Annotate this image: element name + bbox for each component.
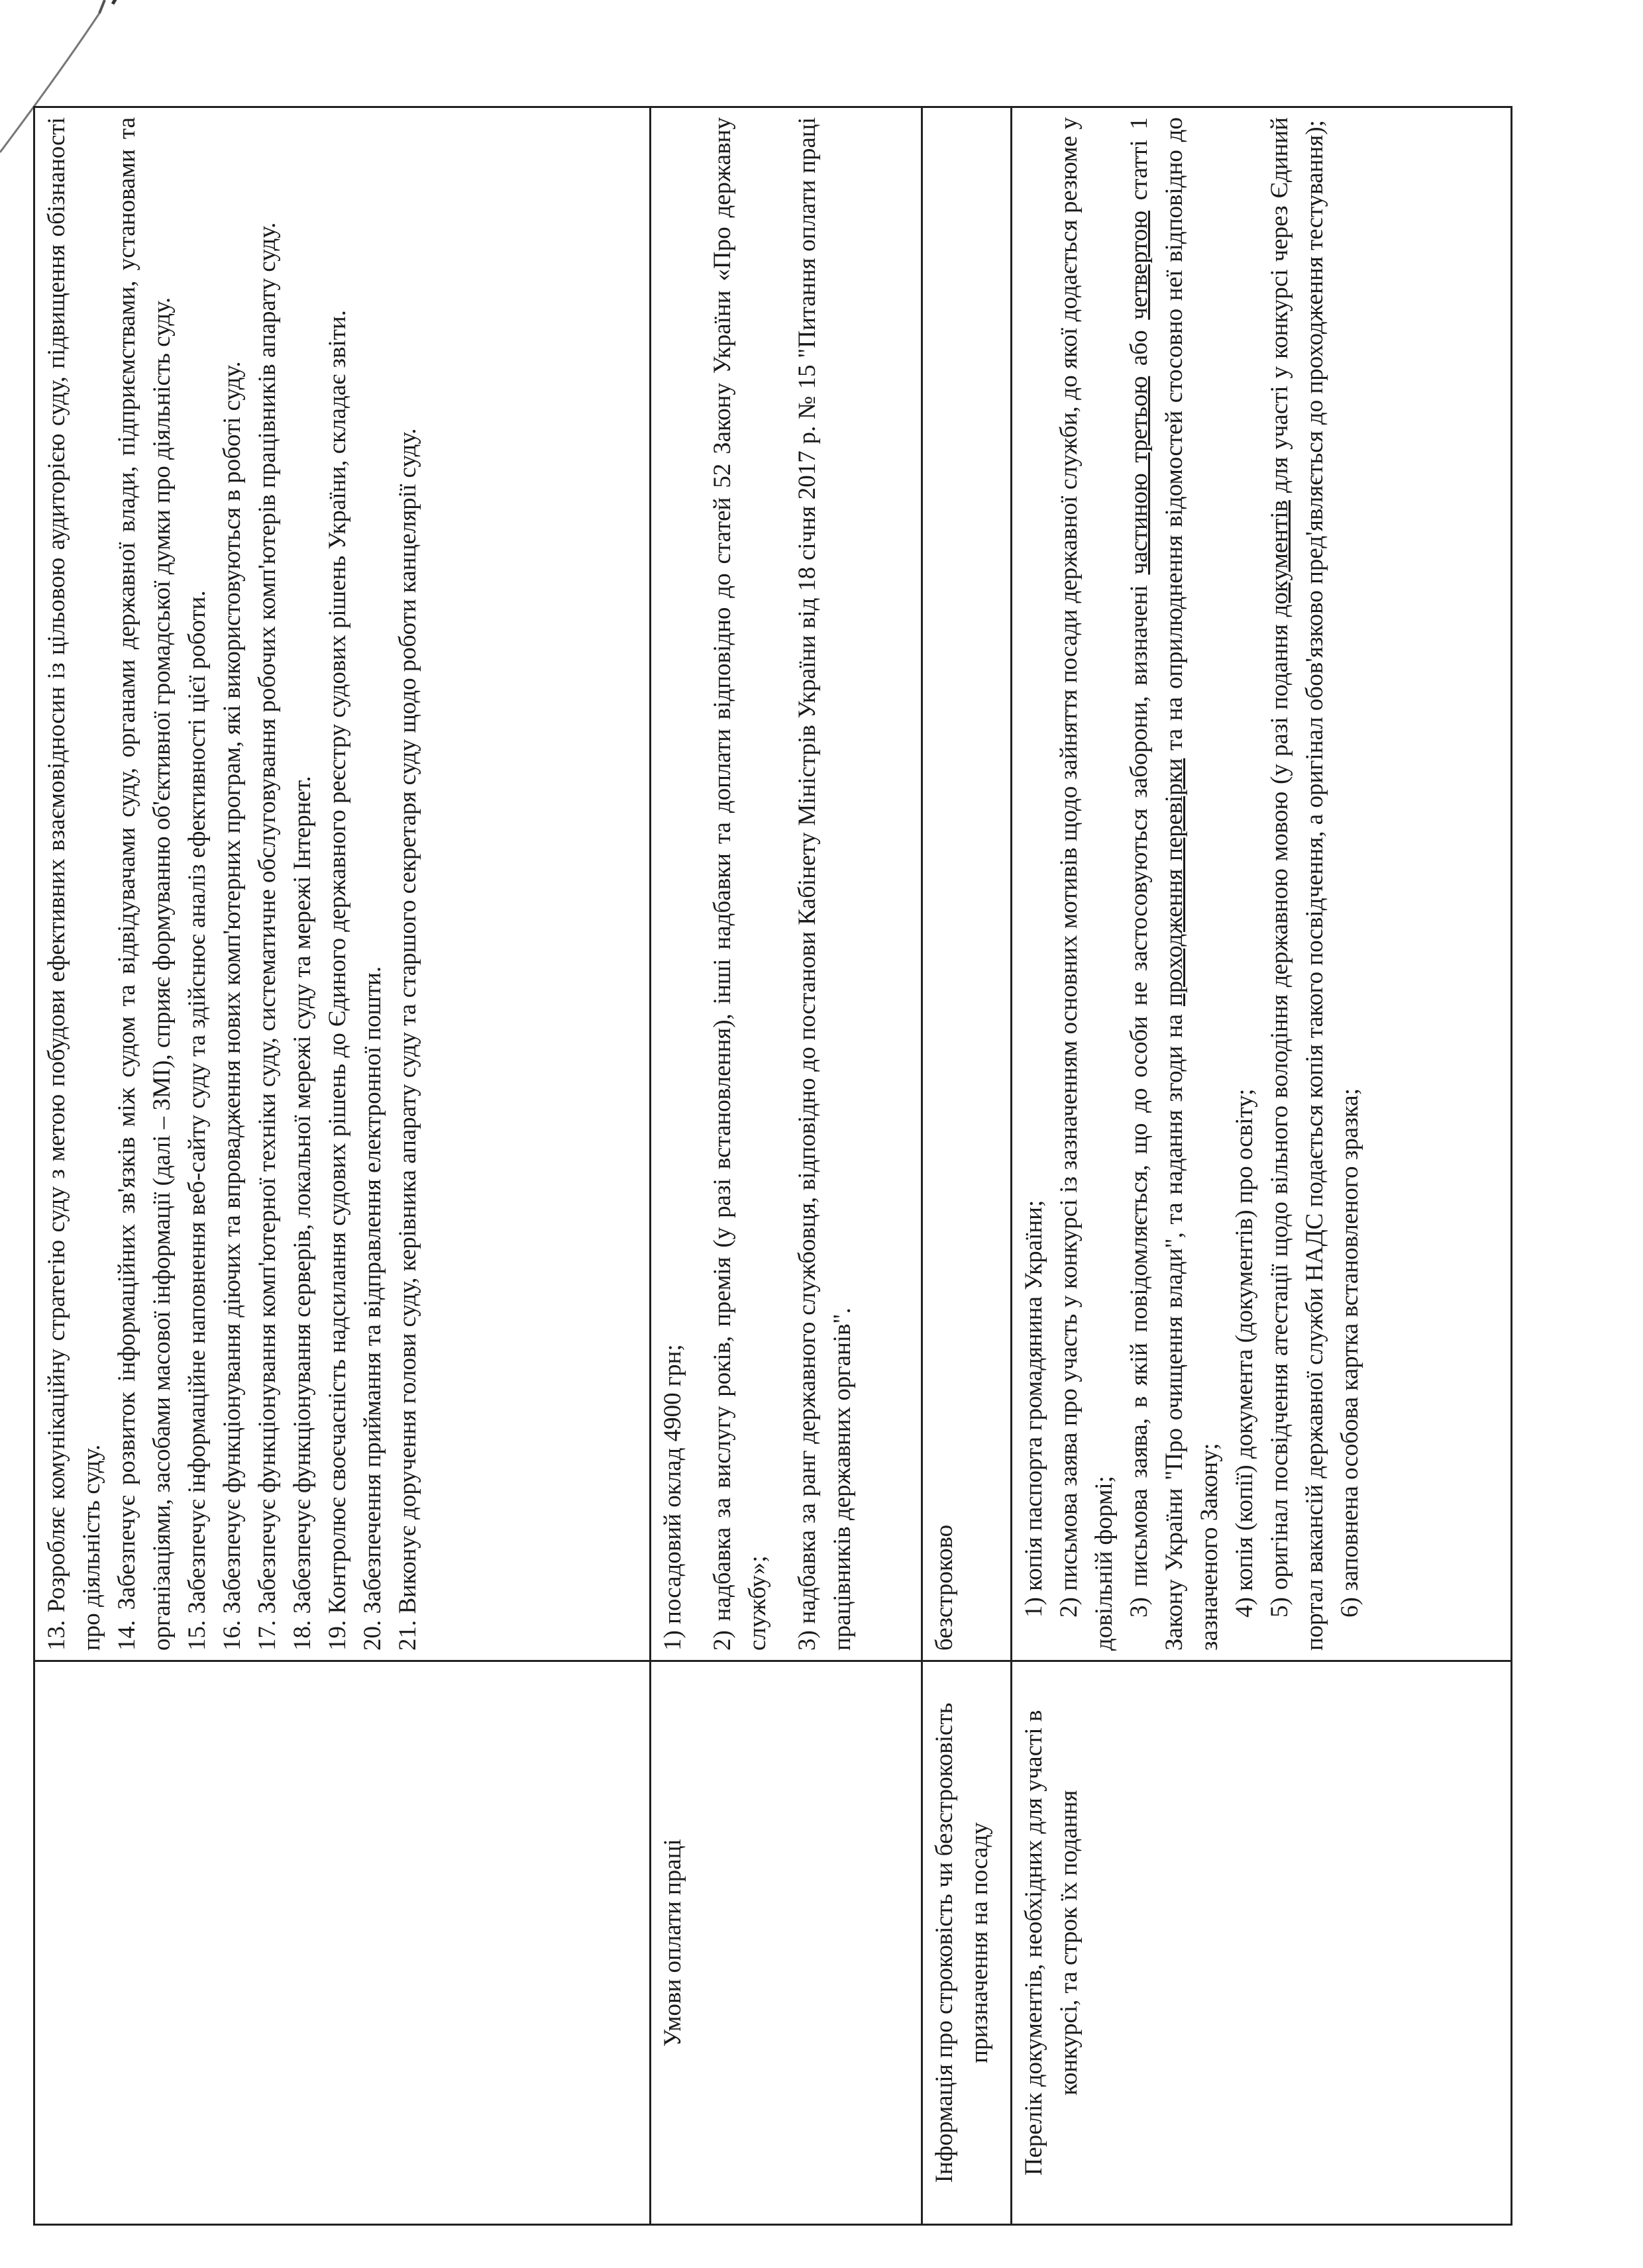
term-label: Інформація про строковість чи безстроковість призначення на посаду (922, 1661, 1012, 2225)
docs-item-3-text-b: статті 1 Закону України "Про очищення влади", та надання згоди на (1126, 117, 1188, 1651)
docs-item-3-underline-3: проходження перевірки (1161, 758, 1188, 1007)
pay-item-1: 1) посадовий оклад 4900 грн; (659, 1344, 686, 1651)
duty-17: 17. Забезпечує функціонування комп'ютерної техніки суду, систематичне обслуговування робочих комп'ютерів працівників апарату суду. (254, 222, 281, 1651)
docs-item-4: 4) копія (копії) документа (документів) про освіту; (1231, 1088, 1258, 1618)
docs-item-3-underline-2: четвертою (1126, 210, 1153, 320)
duty-16: 16. Забезпечує функціонування діючих та впровадження нових комп'ютерних програм, які використовуються в роботі суду. (219, 361, 246, 1651)
duties-cell (34, 107, 651, 1661)
duty-20: 20. Забезпечення приймання та відправлення електронної пошти. (359, 966, 386, 1651)
docs-item-3-text-a: 3) письмова заява, в якій повідомляється, що до особи не застосовуються заборони, визначені (1126, 585, 1153, 1618)
docs-item-3-underline-1: частиною третьою (1126, 376, 1153, 575)
rotated-page (33, 106, 1484, 2226)
vacancy-table (33, 106, 1512, 2226)
docs-item-6: 6) заповнена особова картка встановленого зразка; (1336, 1088, 1363, 1618)
table-row-term (922, 107, 1012, 2225)
duty-13: 13. Розробляє комунікаційну стратегію суду з метою побудови ефективних взаємовідносин із цільовою аудиторією суду, підвищення обізнаності про діяльність суду. (43, 117, 105, 1651)
pay-label: Умови оплати праці (651, 1661, 922, 2225)
duty-21: 21. Виконує доручення голови суду, керівника апарату суду та старшого секретаря суду щодо роботи канцелярії суду. (394, 428, 421, 1651)
docs-item-5-text-b: для участі у конкурсі через Єдиний портал вакансій державної служби НАДС подається копія такого посвідчення, а оригінал обов'язково пред'являється до проходження тестування); (1266, 117, 1328, 1651)
duties-label-cell (34, 1661, 651, 2225)
term-value: безстроково (922, 107, 1012, 1661)
docs-item-5 (1262, 117, 1332, 1651)
docs-item-1: 1) копія паспорта громадянина України; (1020, 1200, 1047, 1618)
table-row-pay (651, 107, 922, 2225)
docs-item-3-text-c: та на оприлюднення відомостей стосовно неї відповідно до зазначеного Закону; (1161, 117, 1223, 1651)
table-row-duties (34, 107, 651, 2225)
table-row-docs (1012, 107, 1512, 2225)
duty-19: 19. Контролює своєчасність надсилання судових рішень до Єдиного державного реєстру судових рішень України, складає звіти. (324, 310, 351, 1651)
docs-item-2: 2) письмова заява про участь у конкурсі із зазначенням основних мотивів щодо зайняття посади державної служби, до якої додається резюме у довільній формі; (1055, 117, 1118, 1651)
duty-15: 15. Забезпечує інформаційне наповнення веб-сайту суду та здійснює аналіз ефективності цієї роботи. (184, 590, 211, 1651)
pay-item-3: 3) надбавка за ранг державного службовця, відповідно до постанови Кабінету Міністрів України від 18 січня 2017 р. № 15 "Питання оплати праці працівників державних органів". (794, 117, 856, 1651)
duty-18: 18. Забезпечує функціонування серверів, локальної мережі суду та мережі Інтернет. (289, 776, 316, 1651)
pay-item-2: 2) надбавка за вислугу років, премія (у разі встановлення), інші надбавки та доплати відповідно до статей 52 Закону України «Про державну службу»; (709, 117, 771, 1651)
duty-14: 14. Забезпечує розвиток інформаційних зв'язків між судом та відвідувачами суду, органами державної влади, підприємствами, установами та організаціями, засобами масової інформації (далі – ЗМІ), сприяє формуванню об'єктивної громадської думки про діяльність суду. (113, 117, 176, 1651)
pay-cell (651, 107, 922, 1661)
docs-item-5-text-a: 5) оригінал посвідчення атестації щодо вільного володіння державною мовою (у разі подання (1266, 624, 1293, 1618)
docs-label: Перелік документів, необхідних для участі в конкурсі, та строк їх подання (1012, 1661, 1512, 2225)
docs-item-5-underline: документів (1266, 499, 1293, 617)
docs-item-3-or: або (1126, 330, 1153, 366)
docs-item-3 (1122, 117, 1227, 1651)
docs-cell (1012, 107, 1512, 1661)
